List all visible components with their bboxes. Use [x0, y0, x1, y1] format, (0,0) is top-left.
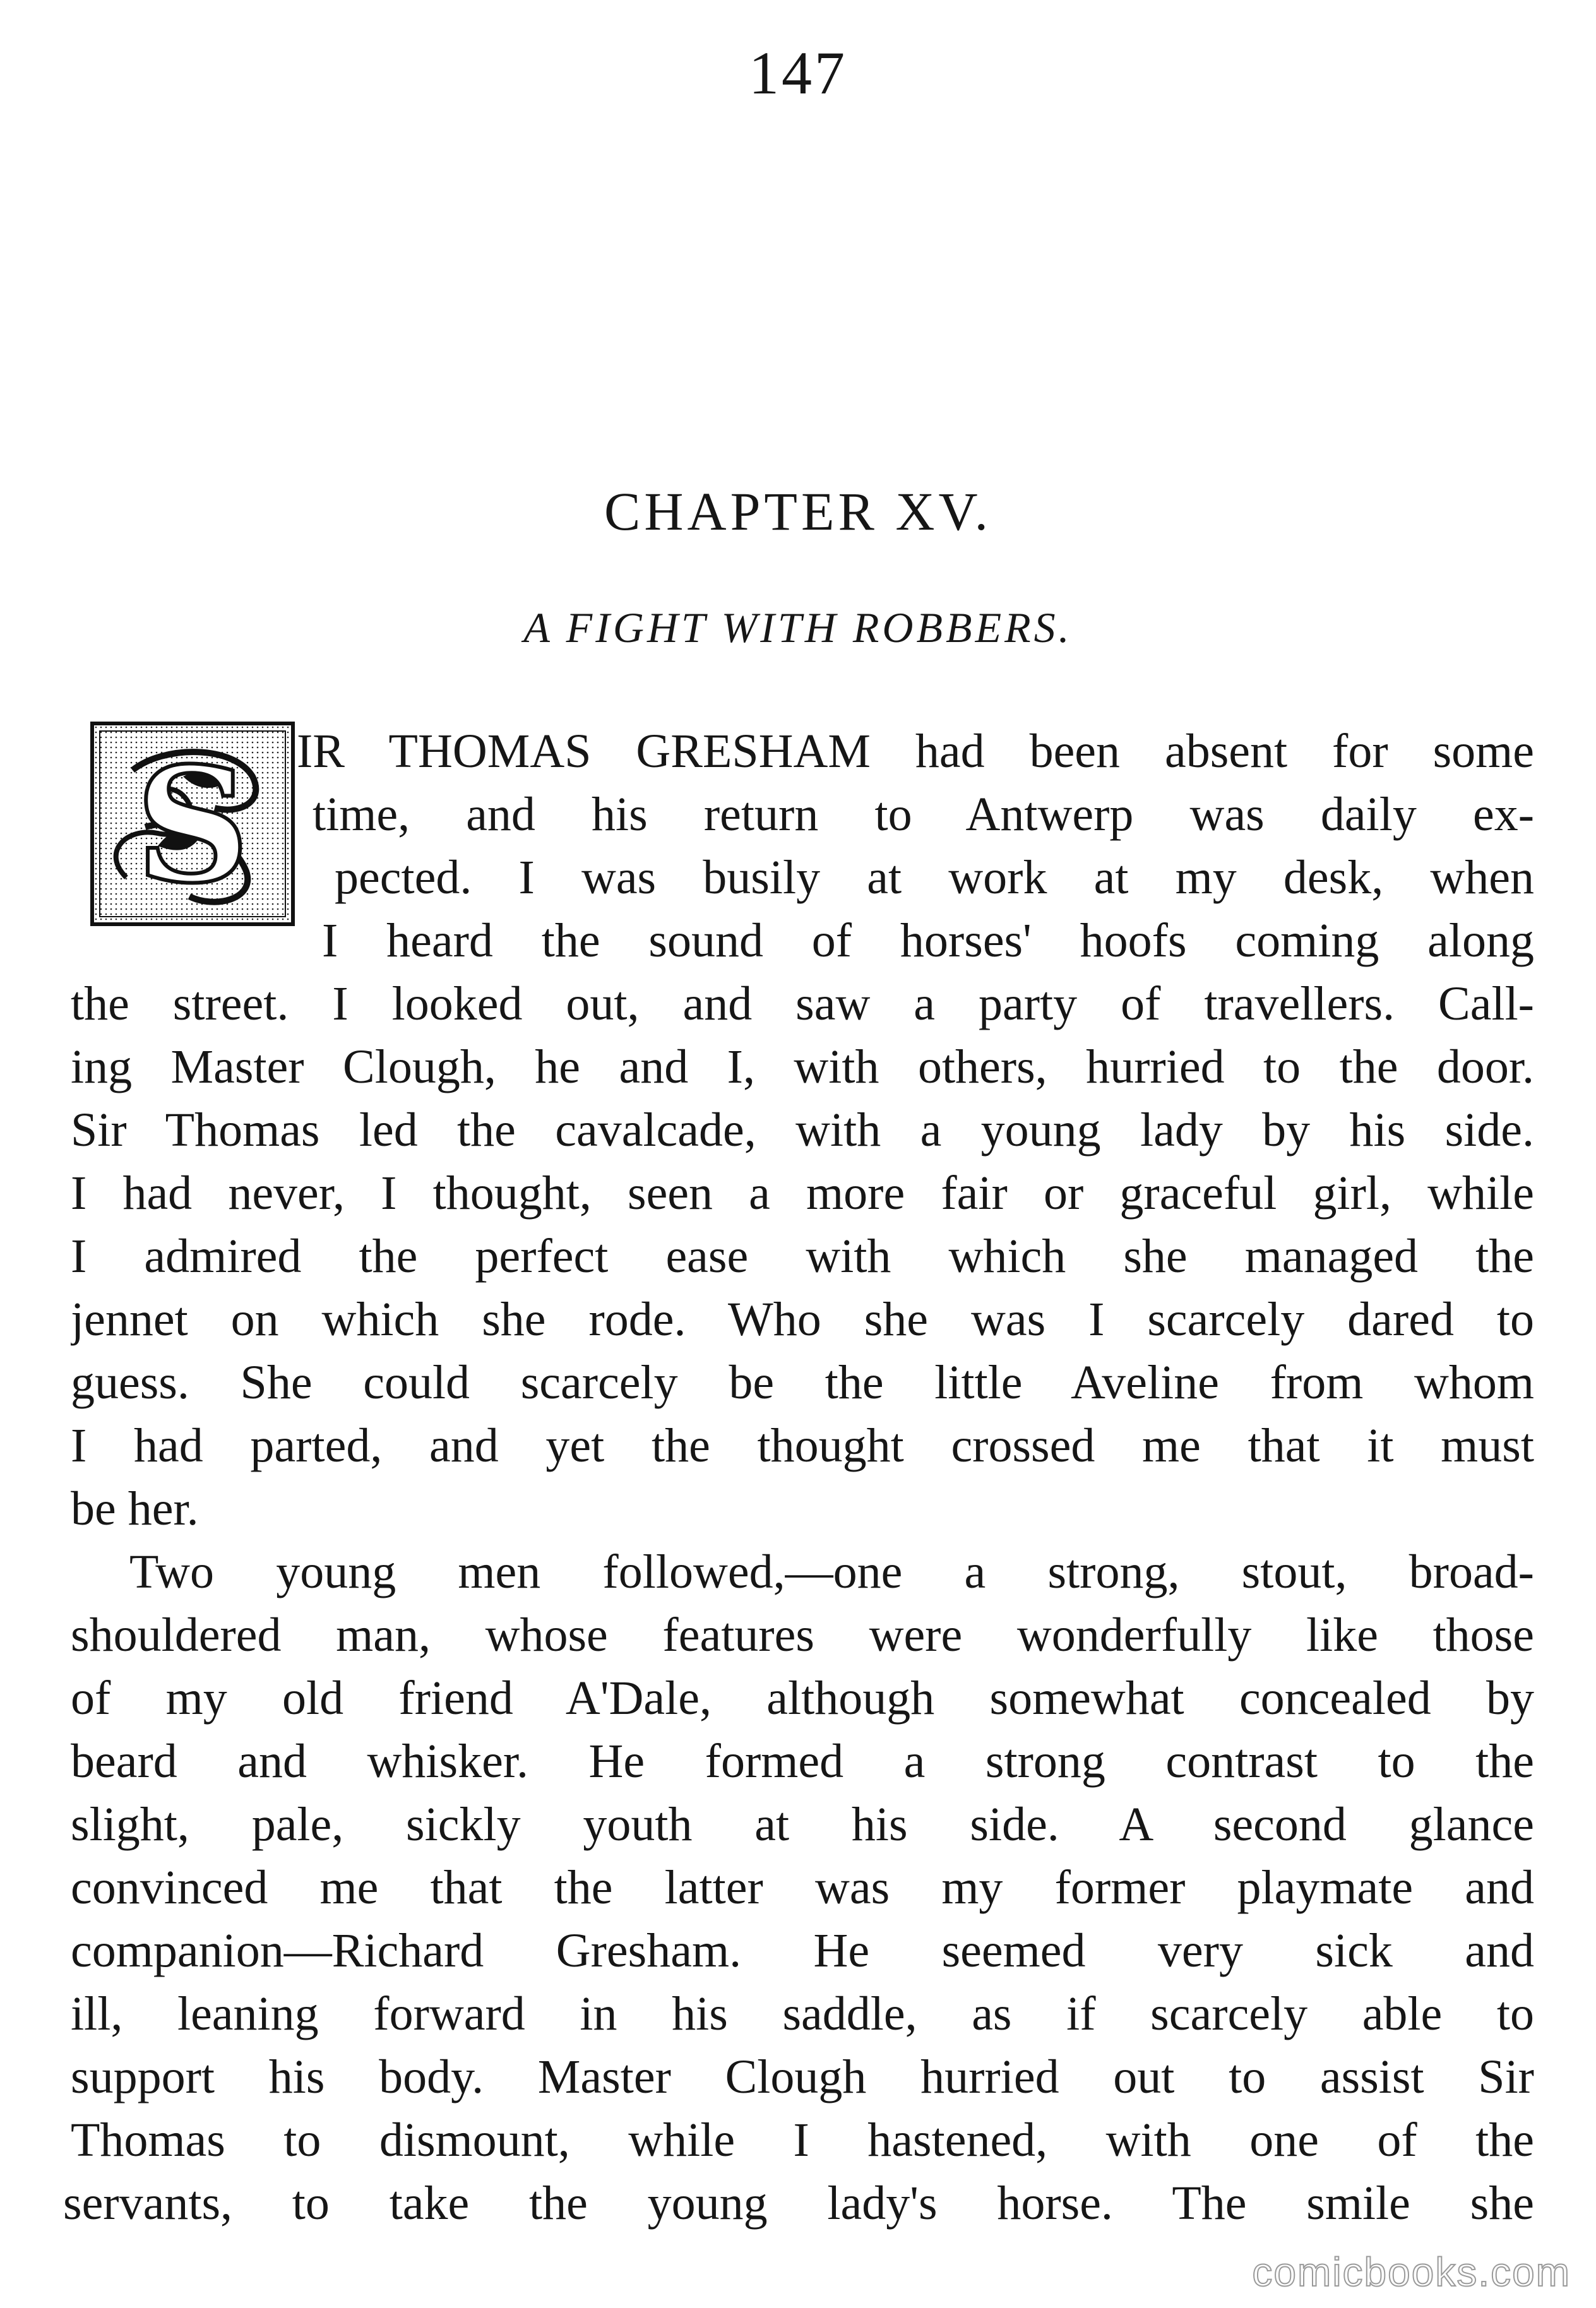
text-line: guess. She could scarcely be the little Aveline from whom — [71, 1356, 1534, 1409]
text-line: I had parted, and yet the thought crossed me that it must — [71, 1419, 1534, 1472]
text-line: Thomas to dismount, while I hastened, with one of the — [71, 2114, 1534, 2167]
text-line: I had never, I thought, seen a more fair or graceful girl, while — [71, 1167, 1534, 1220]
text-line: be her. — [71, 1482, 199, 1535]
text-line: convinced me that the latter was my former playmate and — [71, 1861, 1534, 1914]
ornamental-drop-cap — [88, 720, 297, 928]
text-line: pected. I was busily at work at my desk, when — [335, 851, 1534, 904]
text-line: Two young men followed,—one a strong, stout, broad- — [129, 1545, 1534, 1598]
text-line: I admired the perfect ease with which she managed the — [71, 1230, 1534, 1283]
text-line: support his body. Master Clough hurried out to assist Sir — [71, 2050, 1534, 2103]
chapter-subtitle: A FIGHT WITH ROBBERS. — [523, 604, 1073, 651]
text-line: time, and his return to Antwerp was daily ex- — [313, 788, 1534, 841]
text-line: IR THOMAS GRESHAM had been absent for some — [297, 725, 1534, 778]
text-line: I heard the sound of horses' hoofs coming along — [322, 914, 1534, 967]
text-line: jennet on which she rode. Who she was I scarcely dared to — [71, 1293, 1534, 1346]
watermark: comicbooks.com — [1252, 2249, 1571, 2295]
page-number: 147 — [749, 39, 847, 107]
chapter-title: CHAPTER XV. — [604, 481, 992, 542]
text-line: ill, leaning forward in his saddle, as if scarcely able to — [71, 1987, 1534, 2040]
text-line: of my old friend A'Dale, although somewhat concealed by — [71, 1672, 1534, 1725]
text-line: slight, pale, sickly youth at his side. A second glance — [71, 1798, 1534, 1851]
text-line: shouldered man, whose features were wonderfully like those — [71, 1609, 1534, 1662]
text-line: the street. I looked out, and saw a party of travellers. Call- — [71, 977, 1534, 1030]
text-line: beard and whisker. He formed a strong contrast to the — [71, 1735, 1534, 1788]
text-line: servants, to take the young lady's horse. The smile she — [63, 2177, 1534, 2230]
text-line: companion—Richard Gresham. He seemed very sick and — [71, 1924, 1534, 1977]
text-line: ing Master Clough, he and I, with others, hurried to the door. — [71, 1040, 1534, 1093]
text-line: Sir Thomas led the cavalcade, with a young lady by his side. — [71, 1103, 1534, 1157]
drop-cap-letter: S — [135, 732, 250, 918]
